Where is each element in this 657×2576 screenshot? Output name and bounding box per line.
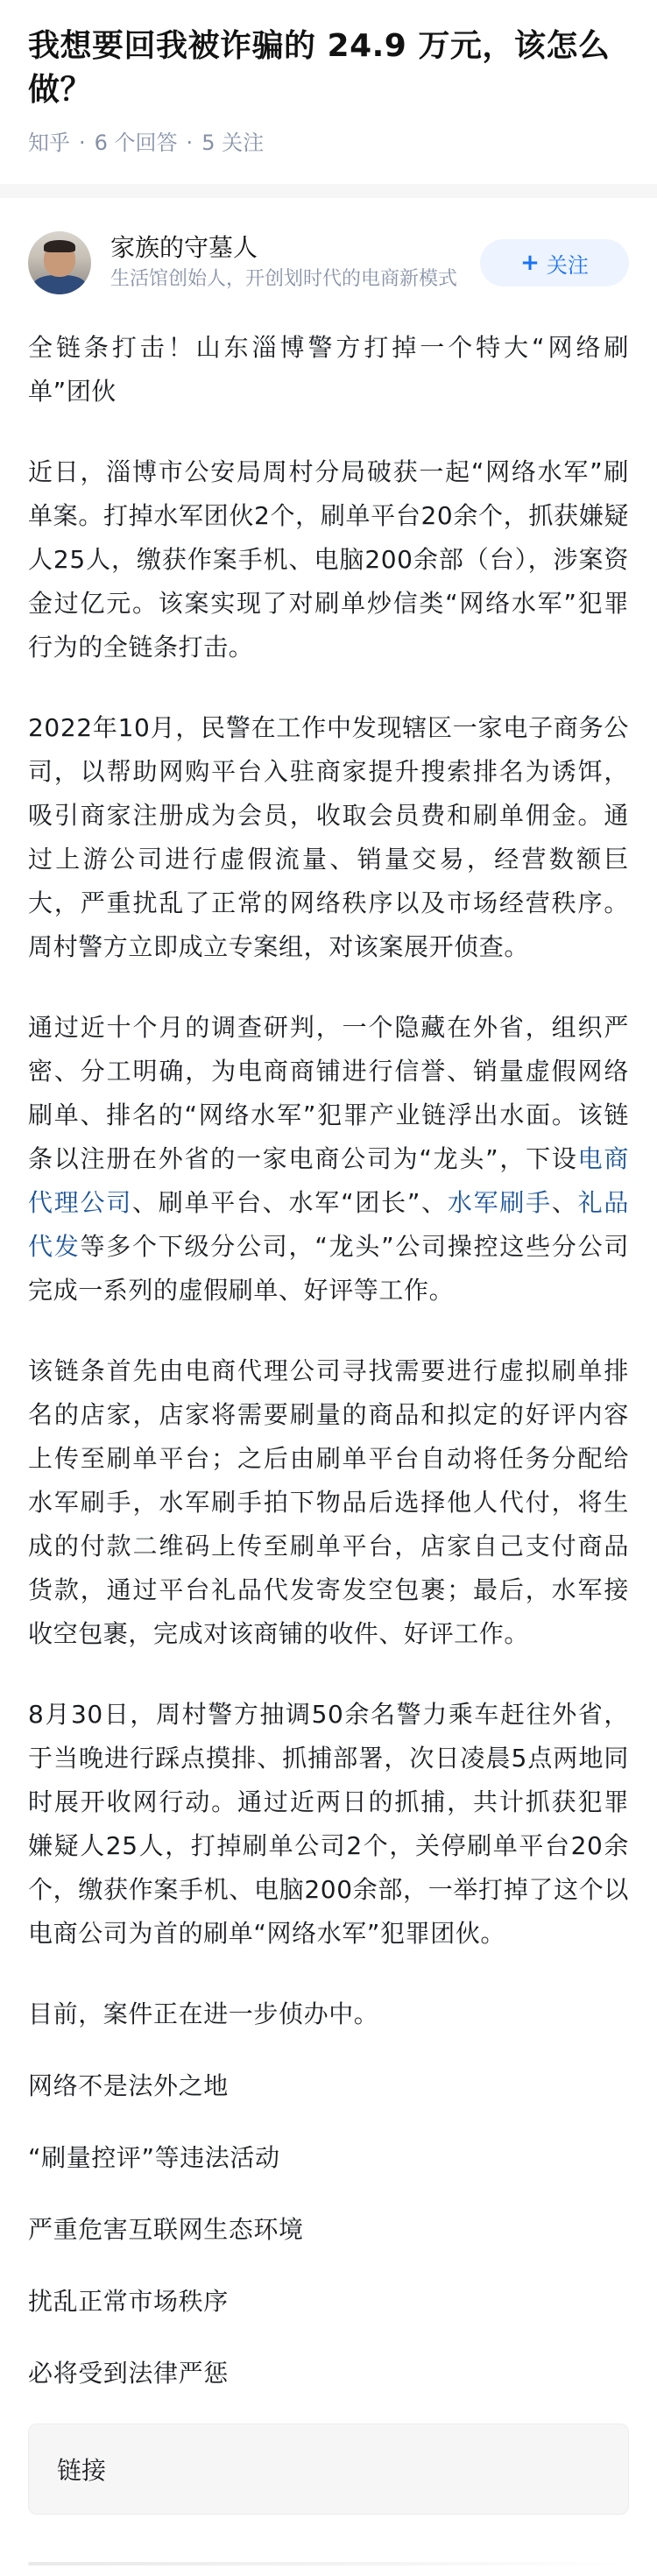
link-ecommerce-agency[interactable]: 电商代理公司 <box>28 1144 629 1217</box>
follow-label: 关注 <box>546 252 589 278</box>
answer-paragraph: 2022年10月，民警在工作中发现辖区一家电子商务公司，以帮助网购平台入驻商家提升搜索排名为诱饵，吸引商家注册成为会员，收取会员费和刷单佣金。通过上游公司进行虚假流量、销量交易，经营数额巨大，严重扰乱了正常的网络秩序以及市场经营秩序。周村警方立即成立专案组，对该案展开侦查。 <box>28 713 629 961</box>
answer-body <box>0 321 657 2396</box>
answer-paragraph <box>28 1006 629 1313</box>
text-run: 等多个下级分公司，“龙头”公司操控这些分公司完成一系列的虚假刷单、好评等工作。 <box>28 1232 629 1305</box>
text-run: 、 <box>551 1188 578 1217</box>
author-bio: 生活馆创始人，开创划时代的电商新模式 <box>110 268 458 290</box>
link-card[interactable] <box>28 2424 629 2515</box>
answer-paragraph: 网络不是法外之地 <box>28 2071 229 2100</box>
avatar[interactable] <box>28 231 91 294</box>
link-water-army-clicker[interactable]: 水军刷手 <box>447 1188 552 1217</box>
section-divider <box>0 184 657 198</box>
question-title[interactable]: 我想要回我被诈骗的 24.9 万元，该怎么做？ <box>28 28 611 108</box>
avatar-hair-shape <box>44 240 75 252</box>
link-card-label: 链接 <box>57 2456 107 2485</box>
author-row <box>0 198 657 321</box>
answer-paragraph: 8月30日，周村警方抽调50余名警力乘车赶往外省，于当晚进行踩点摸排、抓捕部署，次日凌晨5点两地同时展开收网行动。通过近两日的抓捕，共计抓获犯罪嫌疑人25人，打掉刷单公司2个，关停刷单平台20余个，缴获作案手机、电脑200余部，一举打掉了这个以电商公司为首的刷单“网络水军”犯罪团伙。 <box>28 1700 629 1948</box>
answer-paragraph: 全链条打击！山东淄博警方打掉一个特大“网络刷单”团伙 <box>28 333 629 406</box>
source-label[interactable]: 知乎 <box>28 131 70 155</box>
question-meta <box>28 128 629 158</box>
answer-paragraph: 必将受到法律严惩 <box>28 2359 229 2388</box>
answer-paragraph: 近日，淄博市公安局周村分局破获一起“网络水军”刷单案。打掉水军团伙2个，刷单平台20余个，抓获嫌疑人25人，缴获作案手机、电脑200余部（台），涉案资金过亿元。该案实现了对刷单炒信类“网络水军”犯罪行为的全链条打击。 <box>28 457 629 662</box>
link-gift-dropship[interactable]: 礼品代发 <box>28 1188 630 1261</box>
meta-separator: · <box>186 131 194 155</box>
answer-count[interactable]: 6 个回答 <box>94 131 178 155</box>
answer-paragraph: 扰乱正常市场秩序 <box>28 2287 229 2316</box>
answer-paragraph: 目前，案件正在进一步侦办中。 <box>28 1999 379 2028</box>
author-name[interactable]: 家族的守墓人 <box>110 233 258 262</box>
text-run: 通过近十个月的调查研判，一个隐藏在外省，组织严密、分工明确，为电商商铺进行信誉、销量虚假网络刷单、排名的“网络水军”犯罪产业链浮出水面。该链条以注册在外省的一家电商公司为“龙头”，下设 <box>28 1013 629 1173</box>
answer-paragraph: 严重危害互联网生态环境 <box>28 2215 304 2244</box>
follow-button[interactable] <box>480 239 629 287</box>
answer-paragraph: “刷量控评”等违法活动 <box>28 2143 280 2172</box>
plus-icon: + <box>520 250 540 276</box>
author-info <box>110 231 464 294</box>
bottom-divider <box>28 2562 629 2565</box>
avatar-shirt-shape <box>33 275 86 294</box>
meta-separator: · <box>79 131 86 155</box>
follower-count[interactable]: 5 关注 <box>201 131 265 155</box>
question-header <box>0 0 657 158</box>
text-run: 、刷单平台、水军“团长”、 <box>132 1188 448 1217</box>
answer-paragraph: 该链条首先由电商代理公司寻找需要进行虚拟刷单排名的店家，店家将需要刷量的商品和拟定的好评内容上传至刷单平台；之后由刷单平台自动将任务分配给水军刷手，水军刷手拍下物品后选择他人代付，将生成的付款二维码上传至刷单平台，店家自己支付商品货款，通过平台礼品代发寄发空包裹；最后，水军接收空包裹，完成对该商铺的收件、好评工作。 <box>28 1356 629 1648</box>
